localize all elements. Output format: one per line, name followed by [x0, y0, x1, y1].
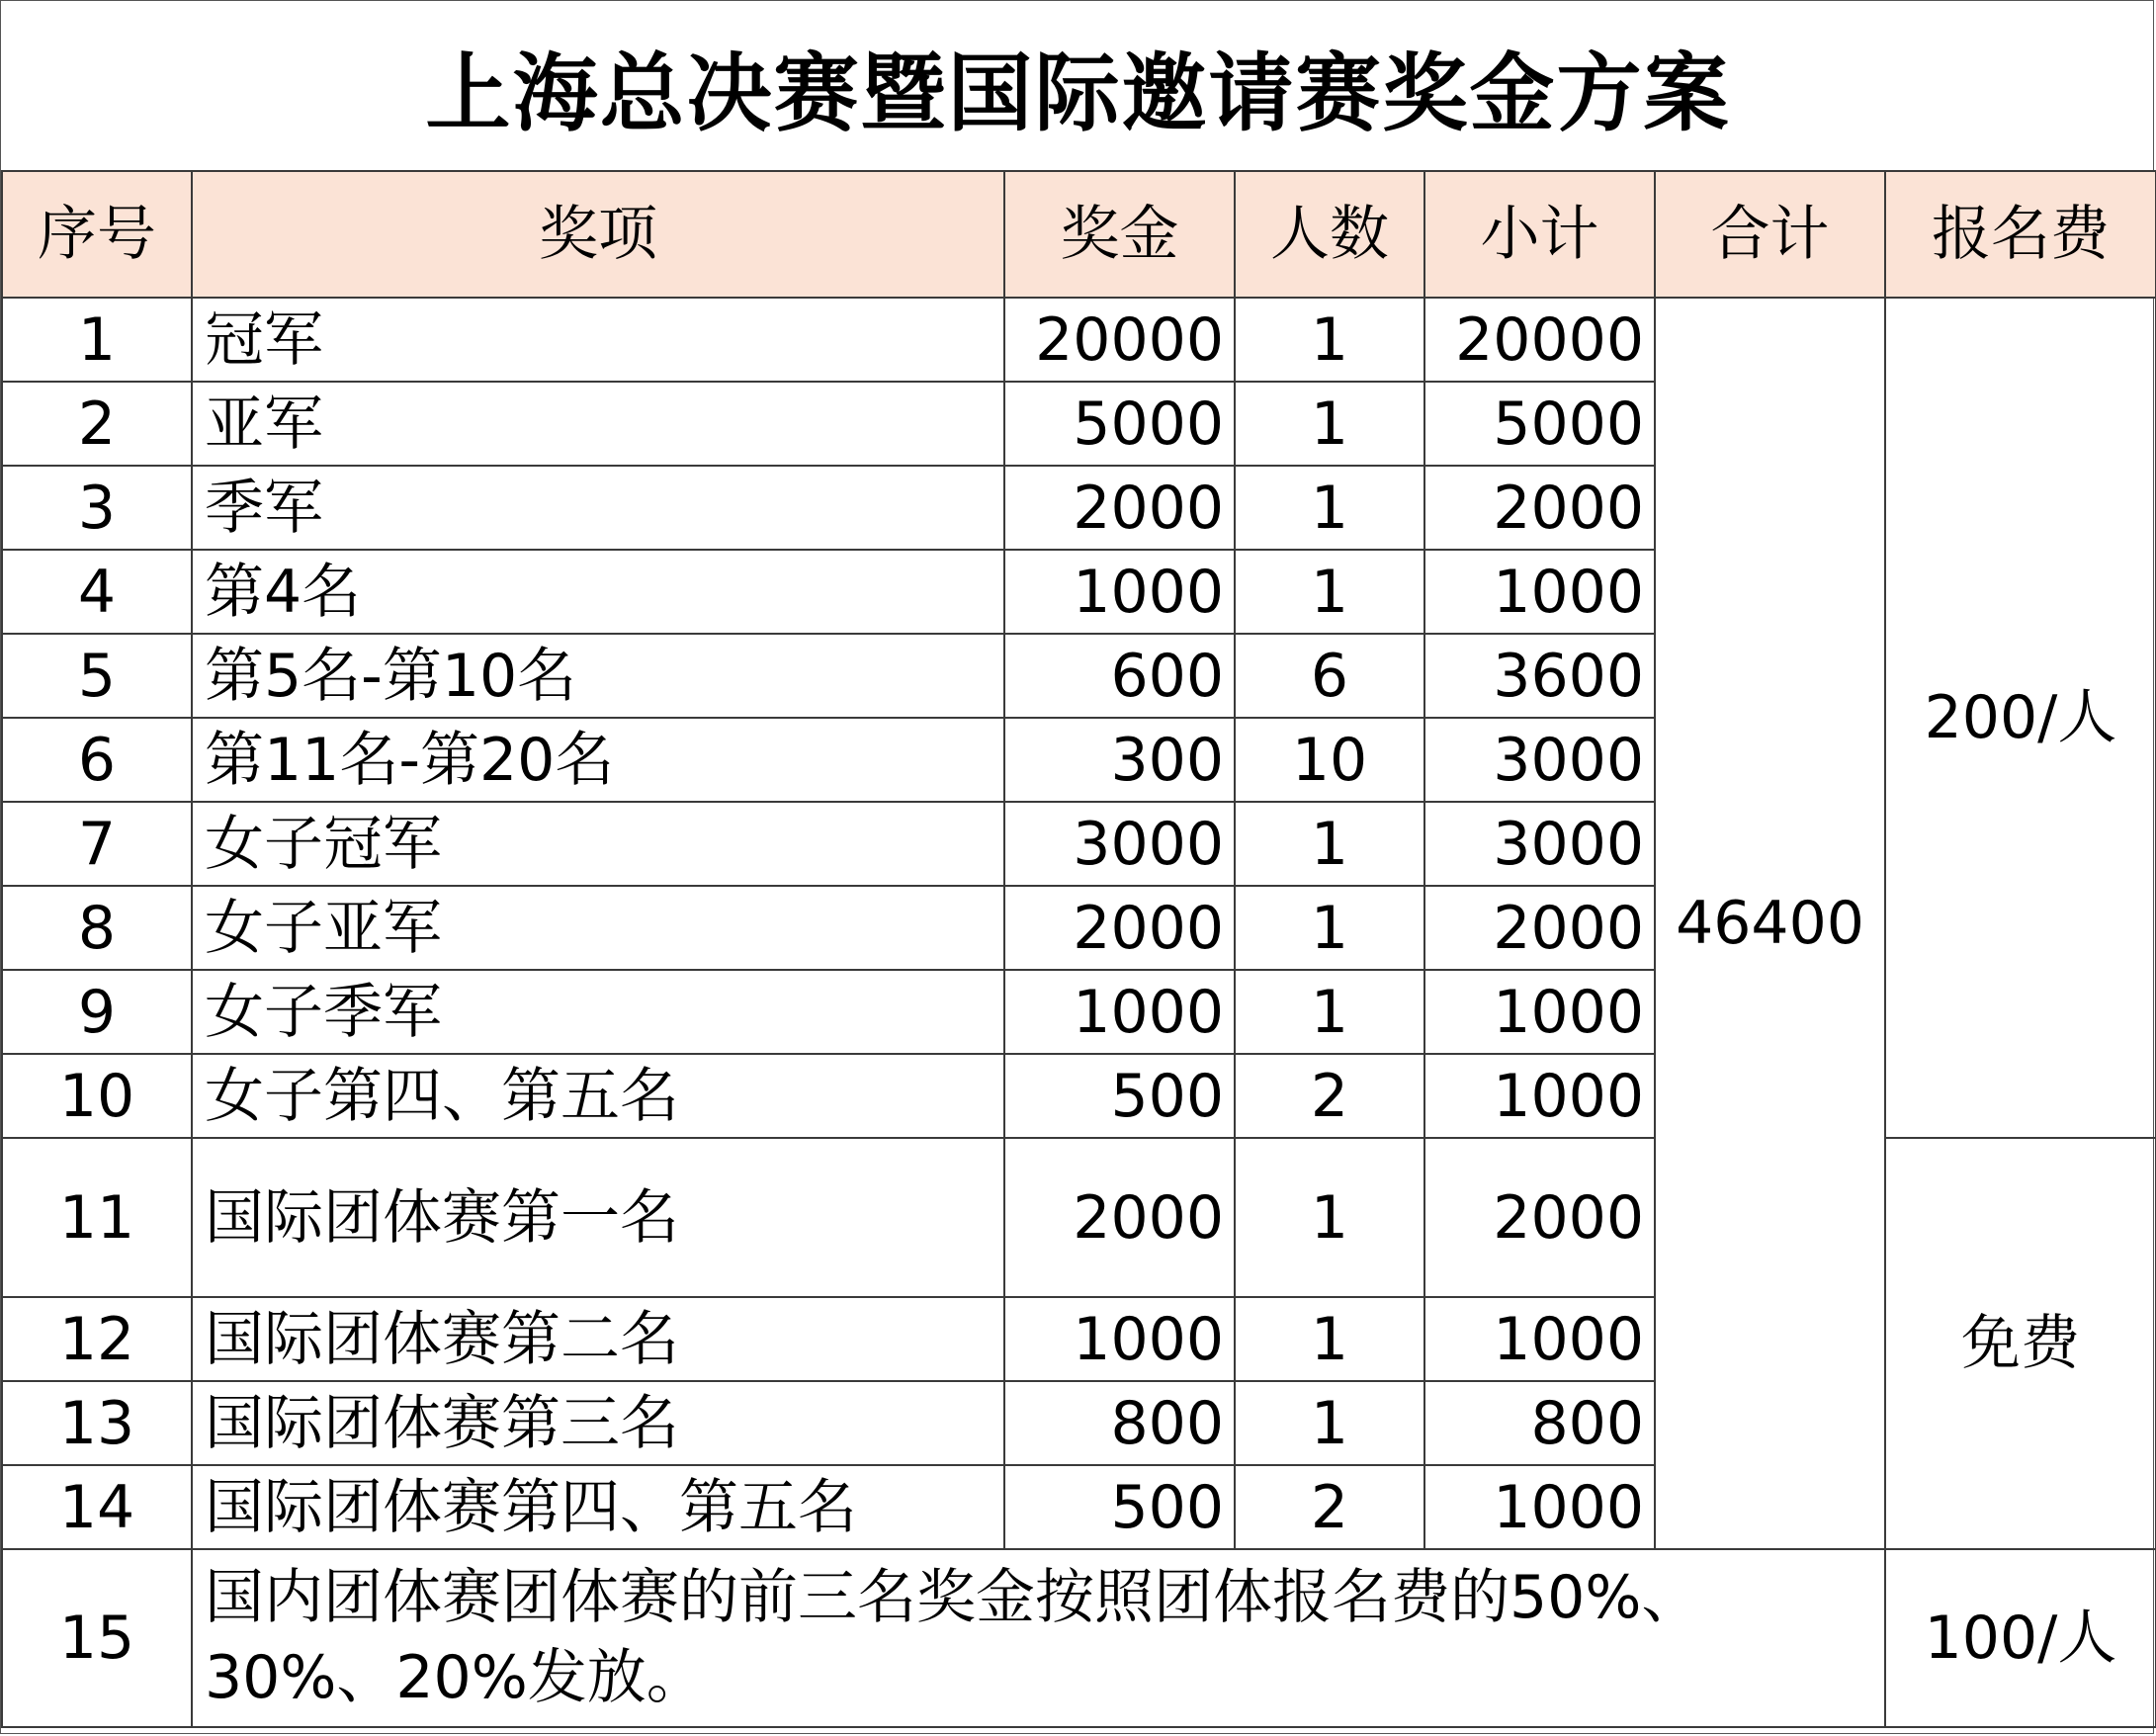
cell-index: 2 — [2, 382, 192, 466]
cell-index: 5 — [2, 634, 192, 718]
header-prize: 奖金 — [1004, 171, 1235, 298]
header-total: 合计 — [1655, 171, 1885, 298]
cell-item: 冠军 — [192, 298, 1004, 382]
cell-count: 1 — [1235, 1297, 1424, 1381]
cell-count: 1 — [1235, 1138, 1424, 1297]
cell-index: 10 — [2, 1054, 192, 1138]
cell-count: 1 — [1235, 886, 1424, 970]
cell-prize: 500 — [1004, 1465, 1235, 1549]
cell-count: 1 — [1235, 550, 1424, 634]
cell-item: 国际团体赛第四、第五名 — [192, 1465, 1004, 1549]
cell-count: 1 — [1235, 970, 1424, 1054]
cell-index: 14 — [2, 1465, 192, 1549]
header-subtotal: 小计 — [1424, 171, 1655, 298]
cell-index: 7 — [2, 802, 192, 886]
cell-item: 第5名-第10名 — [192, 634, 1004, 718]
cell-index: 11 — [2, 1138, 192, 1297]
cell-prize: 500 — [1004, 1054, 1235, 1138]
cell-subtotal: 3600 — [1424, 634, 1655, 718]
cell-prize: 2000 — [1004, 886, 1235, 970]
cell-subtotal: 3000 — [1424, 718, 1655, 802]
cell-count: 1 — [1235, 1381, 1424, 1465]
cell-prize: 1000 — [1004, 970, 1235, 1054]
cell-count: 1 — [1235, 382, 1424, 466]
cell-item: 女子季军 — [192, 970, 1004, 1054]
cell-subtotal: 1000 — [1424, 1297, 1655, 1381]
cell-count: 2 — [1235, 1054, 1424, 1138]
cell-subtotal: 1000 — [1424, 1465, 1655, 1549]
cell-subtotal: 20000 — [1424, 298, 1655, 382]
cell-fee-individual: 200/人 — [1885, 298, 2156, 1138]
header-item: 奖项 — [192, 171, 1004, 298]
cell-index: 15 — [2, 1549, 192, 1727]
cell-prize: 300 — [1004, 718, 1235, 802]
cell-subtotal: 800 — [1424, 1381, 1655, 1465]
cell-index: 4 — [2, 550, 192, 634]
cell-subtotal: 3000 — [1424, 802, 1655, 886]
cell-index: 9 — [2, 970, 192, 1054]
table-row — [2, 298, 2156, 382]
cell-prize: 2000 — [1004, 1138, 1235, 1297]
cell-index: 8 — [2, 886, 192, 970]
cell-prize: 1000 — [1004, 1297, 1235, 1381]
cell-index: 13 — [2, 1381, 192, 1465]
cell-index: 12 — [2, 1297, 192, 1381]
cell-index: 6 — [2, 718, 192, 802]
cell-fee-domestic-team: 100/人 — [1885, 1549, 2156, 1727]
page-title: 上海总决赛暨国际邀请赛奖金方案 — [425, 43, 1731, 143]
cell-prize: 3000 — [1004, 802, 1235, 886]
header-count: 人数 — [1235, 171, 1424, 298]
cell-count: 10 — [1235, 718, 1424, 802]
cell-fee-international-team: 免费 — [1885, 1138, 2156, 1549]
cell-prize: 600 — [1004, 634, 1235, 718]
cell-subtotal: 5000 — [1424, 382, 1655, 466]
cell-prize: 2000 — [1004, 466, 1235, 550]
cell-domestic-team-note: 国内团体赛团体赛的前三名奖金按照团体报名费的50%、30%、20%发放。 — [192, 1549, 1885, 1727]
cell-prize: 800 — [1004, 1381, 1235, 1465]
cell-item: 国际团体赛第一名 — [192, 1138, 1004, 1297]
cell-count: 2 — [1235, 1465, 1424, 1549]
cell-item: 女子第四、第五名 — [192, 1054, 1004, 1138]
cell-item: 第11名-第20名 — [192, 718, 1004, 802]
cell-item: 女子冠军 — [192, 802, 1004, 886]
header-row — [2, 171, 2156, 298]
cell-count: 6 — [1235, 634, 1424, 718]
header-index: 序号 — [2, 171, 192, 298]
prize-table — [1, 170, 2156, 1728]
cell-prize: 5000 — [1004, 382, 1235, 466]
cell-item: 女子亚军 — [192, 886, 1004, 970]
cell-index: 1 — [2, 298, 192, 382]
cell-subtotal: 2000 — [1424, 886, 1655, 970]
cell-subtotal: 1000 — [1424, 1054, 1655, 1138]
cell-count: 1 — [1235, 466, 1424, 550]
cell-item: 第4名 — [192, 550, 1004, 634]
cell-subtotal: 2000 — [1424, 1138, 1655, 1297]
table-row — [2, 1549, 2156, 1727]
cell-prize: 20000 — [1004, 298, 1235, 382]
cell-count: 1 — [1235, 802, 1424, 886]
cell-total: 46400 — [1655, 298, 1885, 1549]
cell-item: 亚军 — [192, 382, 1004, 466]
cell-subtotal: 2000 — [1424, 466, 1655, 550]
cell-subtotal: 1000 — [1424, 970, 1655, 1054]
cell-item: 季军 — [192, 466, 1004, 550]
cell-item: 国际团体赛第三名 — [192, 1381, 1004, 1465]
cell-prize: 1000 — [1004, 550, 1235, 634]
cell-item: 国际团体赛第二名 — [192, 1297, 1004, 1381]
cell-subtotal: 1000 — [1424, 550, 1655, 634]
cell-count: 1 — [1235, 298, 1424, 382]
cell-index: 3 — [2, 466, 192, 550]
header-fee: 报名费 — [1885, 171, 2156, 298]
